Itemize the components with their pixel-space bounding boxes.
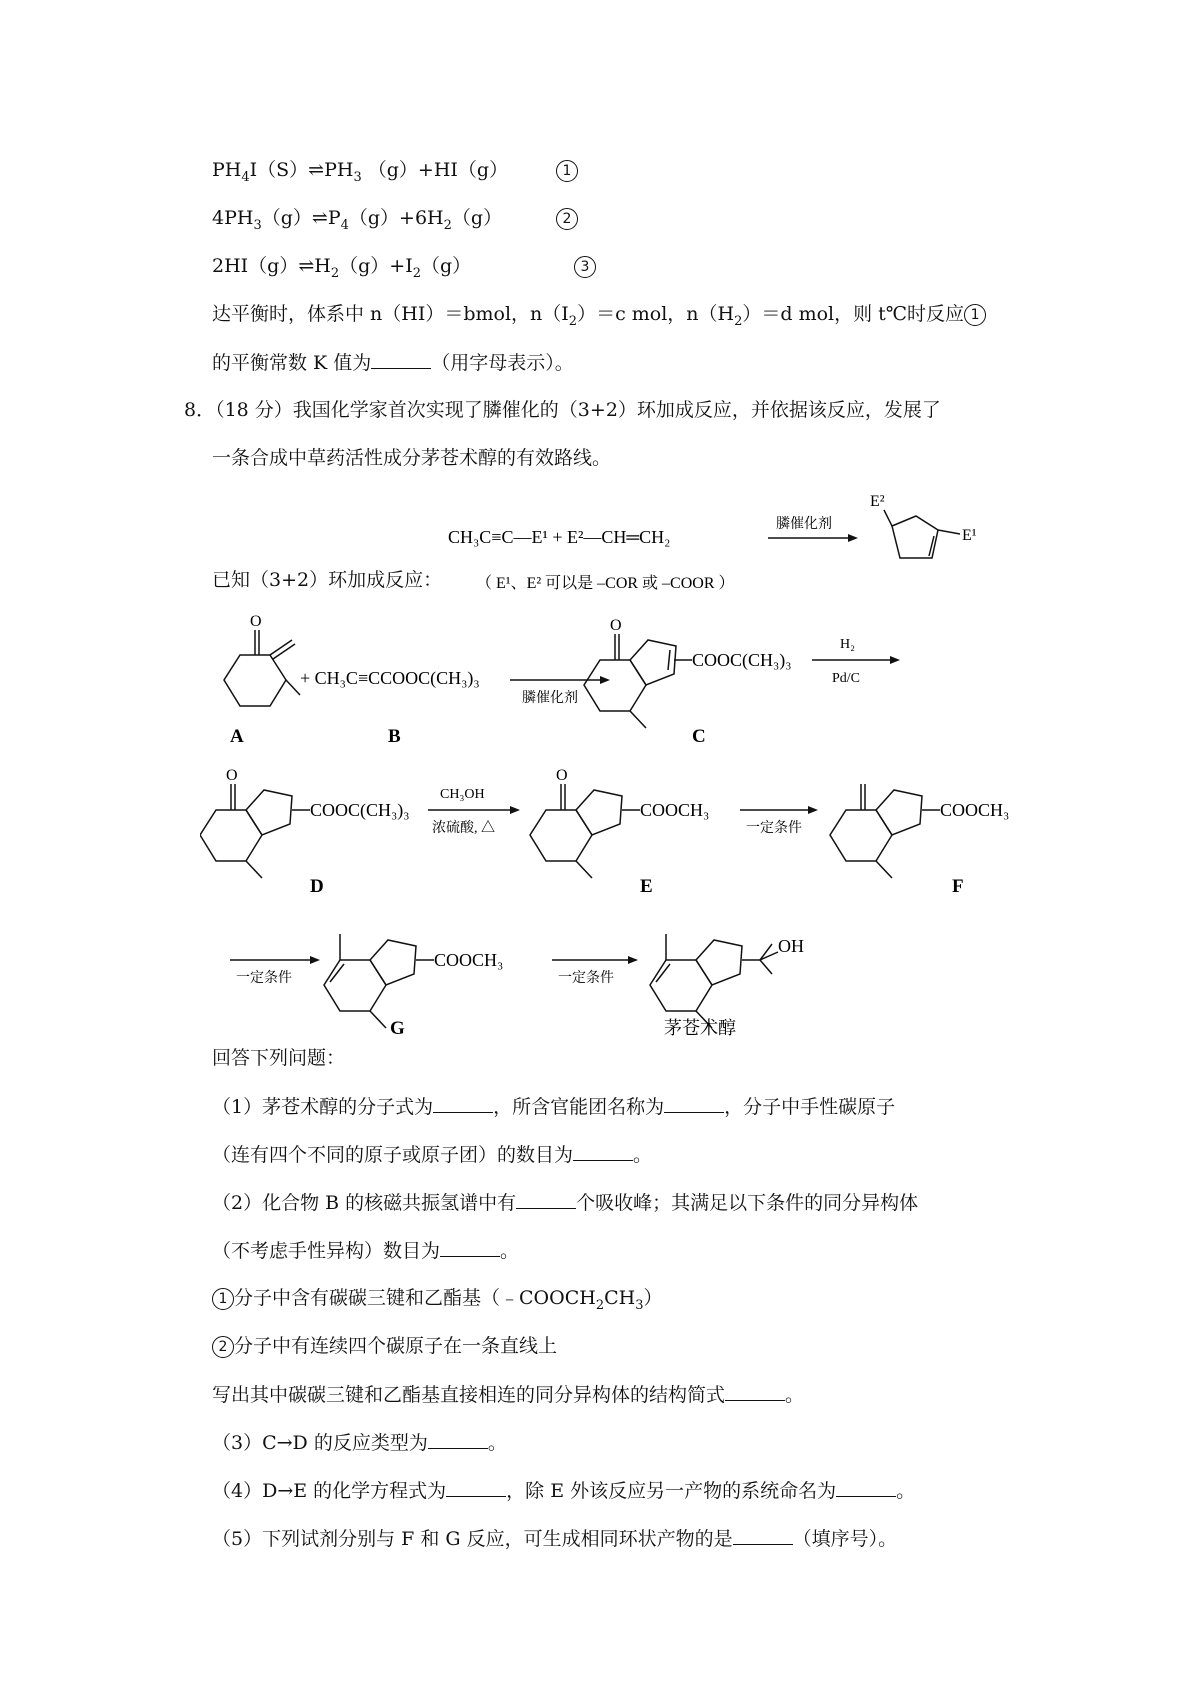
condition-1-b: CH xyxy=(604,1287,636,1309)
reagent-b: + CH₃C≡CCOOC(CH₃)₃ xyxy=(300,668,480,688)
q2-e: 写出其中碳碳三键和乙酯基直接相连的同分异构体的结构简式 xyxy=(212,1384,726,1406)
label-d: D xyxy=(310,876,324,897)
condition-1-a: 分子中含有碳碳三键和乙酯基（﹣COOCH xyxy=(234,1287,596,1309)
cond-de: 浓硫酸, △ xyxy=(432,821,495,836)
q2-blank-peaks[interactable] xyxy=(516,1190,576,1209)
q1-b: ，所含官能团名称为 xyxy=(493,1096,665,1118)
oh: OH xyxy=(778,936,804,956)
e-oxygen: O xyxy=(556,767,568,784)
q1-blank-formula[interactable] xyxy=(433,1094,493,1113)
eq2-s1: 3 xyxy=(253,217,262,233)
cond-g2: 一定条件 xyxy=(558,971,614,986)
condition-2 xyxy=(212,1334,557,1358)
q4-line xyxy=(212,1478,915,1503)
arrow-cd-head xyxy=(890,656,900,664)
e1-label: E¹ xyxy=(962,527,977,544)
q1-blank-chiral[interactable] xyxy=(573,1142,633,1161)
q5-a: （5）下列试剂分别与 F 和 G 反应，可生成相同环状产物的是 xyxy=(212,1528,733,1550)
q3-line xyxy=(212,1430,507,1455)
eq3-s1: 2 xyxy=(330,265,340,281)
eq2-c: （g）+6H xyxy=(348,207,444,229)
q2-line1 xyxy=(212,1190,918,1215)
q8-title: 8．（18 分）我国化学家首次实现了膦催化的（3+2）环加成反应，并依据该反应，发展了 xyxy=(184,399,941,421)
label-b: B xyxy=(388,726,401,747)
q2-line2 xyxy=(212,1238,519,1263)
label-c: C xyxy=(692,726,706,747)
eq2-circle: 2 xyxy=(556,208,578,230)
p7-circle: 1 xyxy=(964,304,986,326)
arrow-de-head xyxy=(510,806,520,814)
synthesis-row-1 xyxy=(200,610,1200,750)
q2-blank-structure[interactable] xyxy=(725,1382,785,1401)
eq3-a: 2HI（g）⇌H xyxy=(212,255,331,277)
answer-blank[interactable] xyxy=(371,350,431,369)
arrow-ab-head xyxy=(600,676,610,684)
catalyst: 膦催化剂 xyxy=(776,517,832,532)
meoh: CH₃OH xyxy=(440,787,485,802)
eq2-s2: 4 xyxy=(340,217,349,233)
arrow-gp-head xyxy=(628,956,638,964)
arrow-ef-head xyxy=(808,806,818,814)
q2-blank-isomers[interactable] xyxy=(440,1238,500,1257)
molecule-g xyxy=(324,934,434,1028)
q4-a: （4）D→E 的化学方程式为 xyxy=(212,1480,447,1502)
eq3-b: （g）+I xyxy=(339,255,413,277)
eq3-c: （g） xyxy=(420,255,472,277)
p7-sub2: 2 xyxy=(734,313,743,329)
condition-2-circle: 2 xyxy=(212,1336,234,1358)
q4-b: ，除 E 外该反应另一产物的系统命名为 xyxy=(506,1480,837,1502)
p7-line2-a: 的平衡常数 K 值为 xyxy=(212,352,372,374)
sub-g: COOCH₃ xyxy=(434,950,504,970)
h2: H₂ xyxy=(840,637,855,652)
equation-3 xyxy=(212,254,471,286)
known-note: （ E¹、E² 可以是 –COR 或 –COOR ） xyxy=(476,575,735,592)
label-e: E xyxy=(640,876,653,897)
q3-a: （3）C→D 的反应类型为 xyxy=(212,1432,428,1454)
p7-text-a: 达平衡时，体系中 n（HI）＝bmol，n（I xyxy=(212,303,569,325)
eq1-sub2: 3 xyxy=(353,169,362,185)
q5-line xyxy=(212,1526,897,1551)
label-g: G xyxy=(390,1018,405,1038)
q1-line1 xyxy=(212,1094,895,1119)
p7-line2-b: （用字母表示）。 xyxy=(431,352,574,374)
q2-c: （不考虑手性异构）数目为 xyxy=(212,1240,441,1262)
q5-blank[interactable] xyxy=(733,1526,793,1545)
questions-intro: 回答下列问题： xyxy=(212,1047,346,1069)
cond-g1: 一定条件 xyxy=(236,971,292,986)
condition-1 xyxy=(212,1286,663,1318)
c-oxygen: O xyxy=(610,617,622,634)
sub-c: COOC(CH₃)₃ xyxy=(692,650,792,670)
eq2-a: 4PH xyxy=(212,207,254,229)
eq2-d: （g） xyxy=(451,207,503,229)
q1-line2 xyxy=(212,1142,652,1167)
equation-2-number xyxy=(556,206,578,230)
p7-line1 xyxy=(212,302,986,334)
cond-ef: 一定条件 xyxy=(746,821,802,836)
synthesis-row-2 xyxy=(200,760,1200,900)
q5-b: （填序号）。 xyxy=(792,1528,898,1550)
eq2-s3: 2 xyxy=(443,217,452,233)
q3-b: 。 xyxy=(487,1432,507,1454)
condition-1-sub2: 3 xyxy=(635,1297,644,1313)
arrow-head xyxy=(848,534,858,542)
sub-f: COOCH₃ xyxy=(940,800,1010,820)
known-eq-left: CH₃C≡C—E¹ + E²—CH═CH₂ xyxy=(448,527,671,547)
e2-label: E² xyxy=(870,493,885,510)
known-reaction xyxy=(440,488,1000,598)
molecule-product xyxy=(650,934,778,1028)
eq2-b: （g）⇌P xyxy=(261,207,341,229)
bond-e1 xyxy=(938,530,960,534)
molecule-f xyxy=(830,784,940,878)
q2-f: 。 xyxy=(785,1384,805,1406)
sub-d: COOC(CH₃)₃ xyxy=(310,800,410,820)
q1-d: （连有四个不同的原子或原子团）的数目为 xyxy=(212,1144,574,1166)
a-oxygen: O xyxy=(250,613,262,630)
cyclopentene-ring xyxy=(892,516,938,558)
eq1-text: PH xyxy=(212,159,242,181)
eq1-rest: （g）+HI（g） xyxy=(361,159,509,181)
q4-blank-equation[interactable] xyxy=(446,1478,506,1497)
eq3-circle: 3 xyxy=(574,256,596,278)
sub-e: COOCH₃ xyxy=(640,800,710,820)
known-label: 已知（3+2）环加成反应： xyxy=(212,569,443,591)
p7-text-c: ）＝d mol，则 t℃时反应 xyxy=(742,303,965,325)
eq1-circle: 1 xyxy=(556,160,578,182)
q1-e: 。 xyxy=(633,1144,653,1166)
q2-b: 个吸收峰；其满足以下条件的同分异构体 xyxy=(576,1192,919,1214)
q4-c: 。 xyxy=(896,1480,916,1502)
q2-line3 xyxy=(212,1382,804,1407)
condition-2-a: 分子中有连续四个碳原子在一条直线上 xyxy=(234,1335,558,1357)
condition-1-sub: 2 xyxy=(595,1297,605,1313)
synthesis-row-3 xyxy=(200,908,1200,1038)
condition-1-c: ） xyxy=(643,1287,663,1309)
molecule-a xyxy=(224,630,300,706)
bond-e2 xyxy=(884,510,892,526)
eq1-sub: 4 xyxy=(241,169,250,185)
q8-title-2: 一条合成中草药活性成分茅苍术醇的有效路线。 xyxy=(212,447,612,469)
d-oxygen: O xyxy=(226,767,238,784)
pdc: Pd/C xyxy=(832,671,861,686)
equation-1-number xyxy=(556,158,578,182)
p7-sub: 2 xyxy=(568,313,578,329)
q1-blank-group[interactable] xyxy=(664,1094,724,1113)
cat2: 膦催化剂 xyxy=(522,691,578,706)
q2-a: （2）化合物 B 的核磁共振氢谱中有 xyxy=(212,1192,517,1214)
condition-1-circle: 1 xyxy=(212,1288,234,1310)
equation-3-number xyxy=(574,254,596,278)
p7-line2 xyxy=(212,350,574,375)
eq1-text2: I（S）⇌PH xyxy=(249,159,354,181)
p7-text-b: ）＝c mol，n（H xyxy=(577,303,735,325)
equation-1 xyxy=(212,158,508,190)
q1-c: ，分子中手性碳原子 xyxy=(724,1096,896,1118)
q4-blank-name[interactable] xyxy=(836,1478,896,1497)
q2-d: 。 xyxy=(500,1240,520,1262)
molecule-d xyxy=(200,784,310,878)
equation-2 xyxy=(212,206,502,238)
q1-a: （1）茅苍术醇的分子式为 xyxy=(212,1096,434,1118)
eq3-s2: 2 xyxy=(412,265,421,281)
label-f: F xyxy=(952,876,964,897)
label-product: 茅苍术醇 xyxy=(664,1018,736,1038)
q3-blank[interactable] xyxy=(428,1430,488,1449)
label-a: A xyxy=(230,726,244,747)
arrow-fg-head xyxy=(310,956,320,964)
molecule-e xyxy=(530,784,640,878)
